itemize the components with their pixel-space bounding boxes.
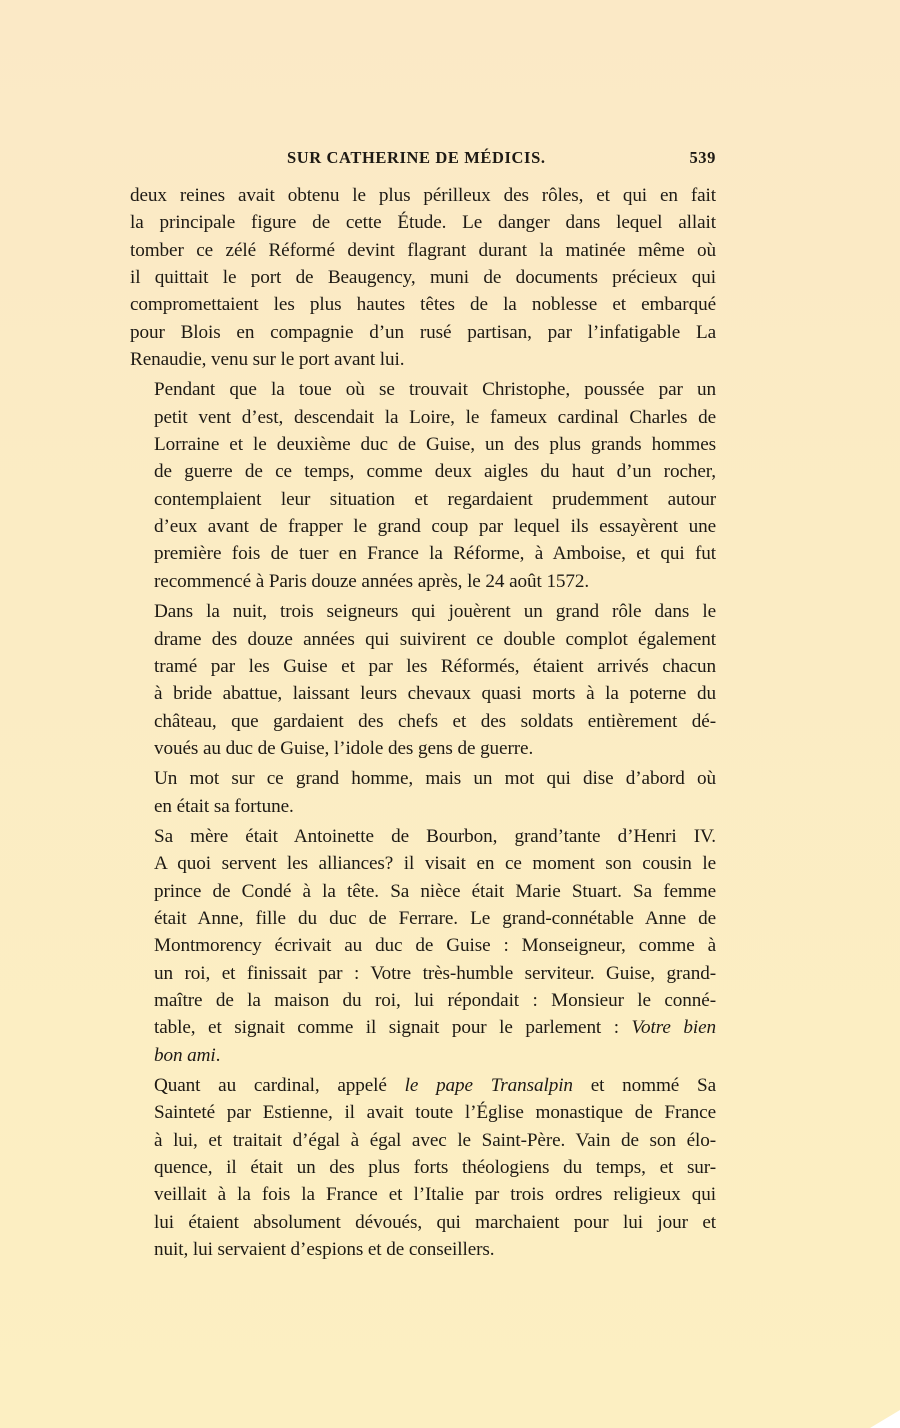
text-line: de guerre de ce temps, comme deux aigles du haut d’un rocher, (154, 461, 716, 483)
text-line: la principale figure de cette Étude. Le danger dans lequel allait (130, 212, 716, 234)
text-line: contemplaient leur situation et regardaient prudemment autour (154, 488, 716, 510)
text-segment: Quant au cardinal, appelé (154, 1075, 405, 1096)
text-line: deux reines avait obtenu le plus périlleux des rôles, et qui en fait (130, 185, 716, 206)
text-line: recommencé à Paris douze années après, le 24 août 1572. (154, 570, 590, 592)
italic-text: le pape Transalpin (404, 1075, 573, 1096)
text-line: tomber ce zélé Réformé devint flagrant durant la matinée même où (130, 239, 716, 261)
page-header (130, 148, 716, 172)
text-line: Montmorency écrivait au duc de Guise : Monseigneur, comme à (154, 935, 716, 957)
text-line: en était sa fortune. (154, 795, 294, 817)
text-line: voués au duc de Guise, l’idole des gens de guerre. (154, 737, 534, 759)
text-line: Renaudie, venu sur le port avant lui. (130, 349, 405, 371)
text-line: Pendant que la toue où se trouvait Christophe, poussée par un (154, 379, 716, 401)
paragraph (130, 823, 716, 1069)
text-segment: et nommé Sa (572, 1075, 716, 1096)
running-title: SUR CATHERINE DE MÉDICIS. (287, 148, 546, 167)
torn-page-corner (870, 1398, 900, 1428)
text-line: d’eux avant de frapper le grand coup par lequel ils essayèrent une (154, 516, 716, 538)
text-line: Dans la nuit, trois seigneurs qui jouèrent un grand rôle dans le (154, 601, 716, 623)
text-line (130, 1072, 716, 1099)
text-line: il quittait le port de Beaugency, muni de documents précieux qui (130, 267, 716, 289)
text-line: petit vent d’est, descendait la Loire, le fameux cardinal Charles de (154, 406, 716, 428)
body-text (130, 182, 716, 1266)
paragraph (130, 376, 716, 595)
text-line: château, que gardaient des chefs et des soldats entièrement dé- (154, 710, 716, 732)
text-line: A quoi servent les alliances? il visait en ce moment son cousin le (154, 853, 716, 875)
paragraph (130, 765, 716, 820)
text-line: drame des douze années qui suivirent ce double complot également (154, 628, 716, 650)
text-line: pour Blois en compagnie d’un rusé partisan, par l’infatigable La (130, 321, 716, 343)
text-line: veillait à la fois la France et l’Italie par trois ordres religieux qui (154, 1184, 716, 1206)
text-segment: . (215, 1044, 221, 1066)
text-line (130, 1042, 716, 1069)
text-line (130, 1014, 716, 1041)
paragraph (130, 1072, 716, 1263)
text-line: à lui, et traitait d’égal à égal avec le Saint-Père. Vain de son élo- (154, 1129, 716, 1151)
text-line: lui étaient absolument dévoués, qui marchaient pour lui jour et (154, 1211, 716, 1233)
text-line: compromettaient les plus hautes têtes de la noblesse et embarqué (130, 294, 716, 316)
italic-text: bon ami (154, 1044, 216, 1066)
text-line: Un mot sur ce grand homme, mais un mot qui dise d’abord où (154, 768, 716, 790)
text-line: maître de la maison du roi, lui répondait : Monsieur le conné- (154, 989, 716, 1011)
paragraph (130, 182, 716, 373)
text-line: Sainteté par Estienne, il avait toute l’Église monastique de France (154, 1102, 716, 1124)
text-line: était Anne, fille du duc de Ferrare. Le grand-connétable Anne de (154, 907, 716, 929)
italic-text: Votre bien (631, 1017, 716, 1039)
text-line: nuit, lui servaient d’espions et de conseillers. (154, 1239, 495, 1261)
text-line: un roi, et finissait par : Votre très-humble serviteur. Guise, grand- (154, 962, 716, 984)
text-line: première fois de tuer en France la Réforme, à Amboise, et qui fut (154, 543, 716, 565)
paragraph (130, 598, 716, 762)
text-line: Sa mère était Antoinette de Bourbon, grand’tante d’Henri IV. (154, 825, 716, 847)
text-line: à bride abattue, laissant leurs chevaux quasi morts à la poterne du (154, 683, 716, 705)
text-segment: table, et signait comme il signait pour le parlement : (154, 1017, 632, 1039)
page-number: 539 (689, 148, 716, 167)
text-line: tramé par les Guise et par les Réformés, étaient arrivés chacun (154, 655, 716, 677)
text-line: Lorraine et le deuxième duc de Guise, un des plus grands hommes (154, 434, 716, 456)
text-line: quence, il était un des plus forts théologiens du temps, et sur- (154, 1157, 716, 1179)
text-line: prince de Condé à la tête. Sa nièce était Marie Stuart. Sa femme (154, 880, 716, 902)
